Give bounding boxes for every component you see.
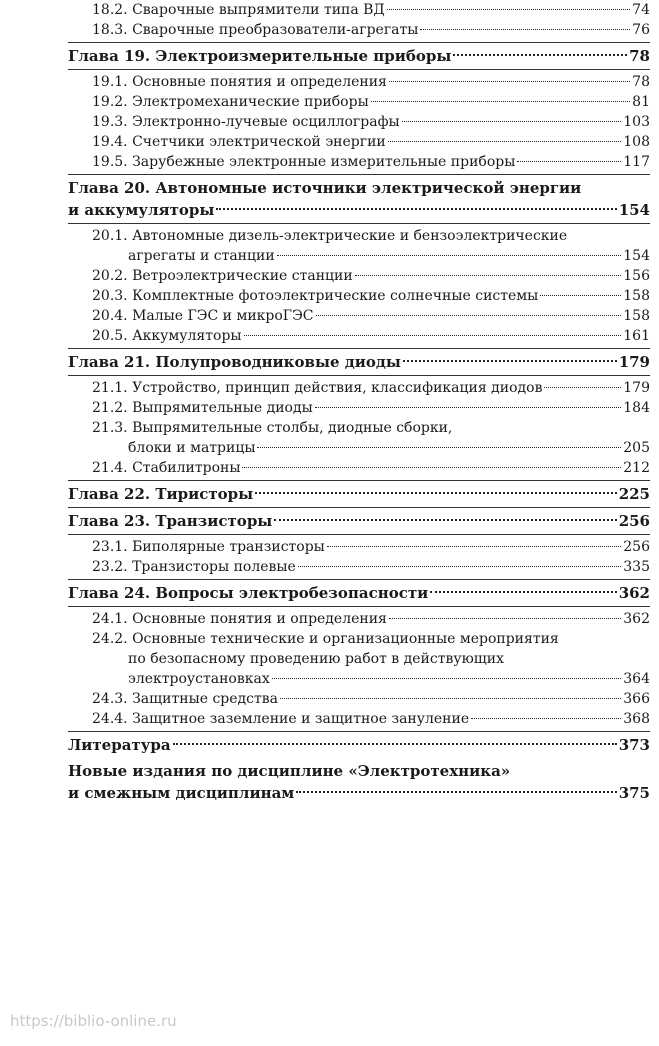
toc-title: электроустановках <box>128 671 270 687</box>
toc-title: агрегаты и станции <box>128 248 275 264</box>
toc-title: 21.1. Устройство, принцип действия, классификация диодов <box>92 380 543 396</box>
toc-title: 19.3. Электронно-лучевые осциллографы <box>92 114 400 130</box>
toc-page: 225 <box>618 485 650 503</box>
watermark-url: https://biblio-online.ru <box>10 1012 177 1030</box>
toc-page: 364 <box>623 671 650 687</box>
toc-page: 158 <box>623 308 650 324</box>
dot-leader <box>272 678 622 679</box>
divider <box>68 507 650 508</box>
dot-leader <box>471 718 621 719</box>
toc-title: 20.4. Малые ГЭС и микроГЭС <box>92 308 314 324</box>
dot-leader <box>453 54 627 56</box>
dot-leader <box>316 315 622 316</box>
toc-entry-21-3[interactable] <box>68 438 650 458</box>
toc-title: Глава 23. Транзисторы <box>68 512 273 530</box>
dot-leader <box>298 566 621 567</box>
toc-entry-20-3[interactable] <box>68 286 650 306</box>
toc-title: Глава 21. Полупроводниковые диоды <box>68 353 401 371</box>
divider <box>68 375 650 376</box>
toc-entry-21-2[interactable] <box>68 398 650 418</box>
divider <box>68 731 650 732</box>
toc-entry-19-3[interactable] <box>68 112 650 132</box>
toc-page: 184 <box>623 400 650 416</box>
toc-chapter-22[interactable] <box>68 483 650 505</box>
dot-leader <box>173 743 617 745</box>
toc-page: 158 <box>623 288 650 304</box>
toc-title: Глава 19. Электроизмерительные приборы <box>68 47 452 65</box>
dot-leader <box>296 791 616 793</box>
toc-page: 117 <box>623 154 650 170</box>
toc-title: 21.4. Стабилитроны <box>92 460 241 476</box>
divider <box>68 348 650 349</box>
divider <box>68 480 650 481</box>
toc-page: 375 <box>618 784 650 802</box>
toc-title: 19.5. Зарубежные электронные измерительные приборы <box>92 154 516 170</box>
toc-title: 24.1. Основные понятия и определения <box>92 611 387 627</box>
dot-leader <box>244 335 622 336</box>
toc-page: 81 <box>632 94 650 110</box>
toc-entry-19-4[interactable] <box>68 132 650 152</box>
toc-page: 212 <box>623 460 650 476</box>
toc-page: 78 <box>632 74 650 90</box>
toc-entry-24-2-line1[interactable] <box>68 629 650 649</box>
toc-title: 18.3. Сварочные преобразователи-агрегаты <box>92 22 419 38</box>
toc-title: 23.1. Биполярные транзисторы <box>92 539 325 555</box>
dot-leader <box>387 9 630 10</box>
divider <box>68 606 650 607</box>
toc-new-editions-line1[interactable] <box>68 760 650 782</box>
toc-chapter-24[interactable] <box>68 582 650 604</box>
toc-title: Глава 20. Автономные источники электрической энергии <box>68 179 582 197</box>
toc-title: 24.3. Защитные средства <box>92 691 278 707</box>
toc-title: 20.2. Ветроэлектрические станции <box>92 268 353 284</box>
toc-entry-20-2[interactable] <box>68 266 650 286</box>
toc-chapter-21[interactable] <box>68 351 650 373</box>
toc-title: Глава 24. Вопросы электробезопасности <box>68 584 429 602</box>
toc-page: 366 <box>623 691 650 707</box>
toc-chapter-23[interactable] <box>68 510 650 532</box>
table-of-contents <box>68 0 650 804</box>
toc-page: 205 <box>623 440 650 456</box>
toc-page: 256 <box>618 512 650 530</box>
toc-title: и аккумуляторы <box>68 201 215 219</box>
toc-title: и смежным дисциплинам <box>68 784 295 802</box>
toc-entry-21-1[interactable] <box>68 378 650 398</box>
toc-page: 256 <box>623 539 650 555</box>
toc-chapter-20-line1[interactable] <box>68 177 650 199</box>
toc-entry-21-4[interactable] <box>68 458 650 478</box>
divider <box>68 579 650 580</box>
toc-page: 156 <box>623 268 650 284</box>
dot-leader <box>540 295 621 296</box>
toc-title: по безопасному проведению работ в действующих <box>128 651 505 667</box>
toc-title: 18.2. Сварочные выпрямители типа ВД <box>92 2 385 18</box>
dot-leader <box>389 81 630 82</box>
dot-leader <box>257 447 621 448</box>
toc-title: 20.5. Аккумуляторы <box>92 328 242 344</box>
toc-page: 362 <box>618 584 650 602</box>
toc-title: 19.2. Электромеханические приборы <box>92 94 369 110</box>
toc-entry-24-4[interactable] <box>68 709 650 729</box>
dot-leader <box>430 591 616 593</box>
toc-title: Литература <box>68 736 171 754</box>
divider <box>68 174 650 175</box>
toc-title: 19.1. Основные понятия и определения <box>92 74 387 90</box>
toc-page: 335 <box>623 559 650 575</box>
dot-leader <box>388 141 622 142</box>
toc-new-editions[interactable] <box>68 782 650 804</box>
divider <box>68 42 650 43</box>
toc-page: 108 <box>623 134 650 150</box>
toc-chapter-20[interactable] <box>68 199 650 221</box>
toc-entry-23-1[interactable] <box>68 537 650 557</box>
toc-entry-21-3-line1[interactable] <box>68 418 650 438</box>
dot-leader <box>420 29 630 30</box>
toc-entry-19-1[interactable] <box>68 72 650 92</box>
dot-leader <box>274 519 616 521</box>
toc-chapter-19[interactable] <box>68 45 650 67</box>
toc-entry-18-2[interactable] <box>68 0 650 20</box>
dot-leader <box>402 121 622 122</box>
toc-entry-19-5[interactable] <box>68 152 650 172</box>
dot-leader <box>544 387 621 388</box>
toc-title: блоки и матрицы <box>128 440 256 456</box>
dot-leader <box>403 360 617 362</box>
dot-leader <box>327 546 621 547</box>
toc-title: 24.4. Защитное заземление и защитное зануление <box>92 711 470 727</box>
toc-page: 74 <box>632 2 650 18</box>
toc-title: 21.2. Выпрямительные диоды <box>92 400 313 416</box>
toc-page: 103 <box>623 114 650 130</box>
toc-page: 154 <box>618 201 650 219</box>
toc-page: 368 <box>623 711 650 727</box>
toc-title: 20.1. Автономные дизель-электрические и бензоэлектрические <box>92 228 568 244</box>
toc-literature[interactable] <box>68 734 650 756</box>
toc-entry-19-2[interactable] <box>68 92 650 112</box>
dot-leader <box>277 255 622 256</box>
dot-leader <box>355 275 622 276</box>
toc-title: 19.4. Счетчики электрической энергии <box>92 134 386 150</box>
toc-page: 78 <box>629 47 650 65</box>
dot-leader <box>216 208 616 210</box>
toc-title: 20.3. Комплектные фотоэлектрические солнечные системы <box>92 288 539 304</box>
toc-entry-18-3[interactable] <box>68 20 650 40</box>
divider <box>68 534 650 535</box>
toc-page: 179 <box>623 380 650 396</box>
divider <box>68 69 650 70</box>
toc-page: 161 <box>623 328 650 344</box>
toc-title: Глава 22. Тиристоры <box>68 485 254 503</box>
toc-entry-20-1-line1[interactable] <box>68 226 650 246</box>
toc-entry-24-3[interactable] <box>68 689 650 709</box>
dot-leader <box>371 101 630 102</box>
toc-entry-23-2[interactable] <box>68 557 650 577</box>
toc-entry-20-1[interactable] <box>68 246 650 266</box>
divider <box>68 223 650 224</box>
dot-leader <box>242 467 621 468</box>
dot-leader <box>389 618 621 619</box>
toc-title: Новые издания по дисциплине «Электротехника» <box>68 762 511 780</box>
toc-page: 362 <box>623 611 650 627</box>
toc-entry-24-2[interactable] <box>68 669 650 689</box>
toc-entry-20-4[interactable] <box>68 306 650 326</box>
dot-leader <box>517 161 621 162</box>
toc-page: 76 <box>632 22 650 38</box>
dot-leader <box>280 698 621 699</box>
toc-page: 373 <box>618 736 650 754</box>
toc-page: 154 <box>623 248 650 264</box>
toc-title: 21.3. Выпрямительные столбы, диодные сборки, <box>92 420 453 436</box>
toc-page: 179 <box>618 353 650 371</box>
toc-entry-24-2-line2[interactable] <box>68 649 650 669</box>
toc-title: 23.2. Транзисторы полевые <box>92 559 296 575</box>
toc-entry-24-1[interactable] <box>68 609 650 629</box>
dot-leader <box>255 492 616 494</box>
toc-entry-20-5[interactable] <box>68 326 650 346</box>
dot-leader <box>315 407 622 408</box>
toc-title: 24.2. Основные технические и организационные мероприятия <box>92 631 559 647</box>
